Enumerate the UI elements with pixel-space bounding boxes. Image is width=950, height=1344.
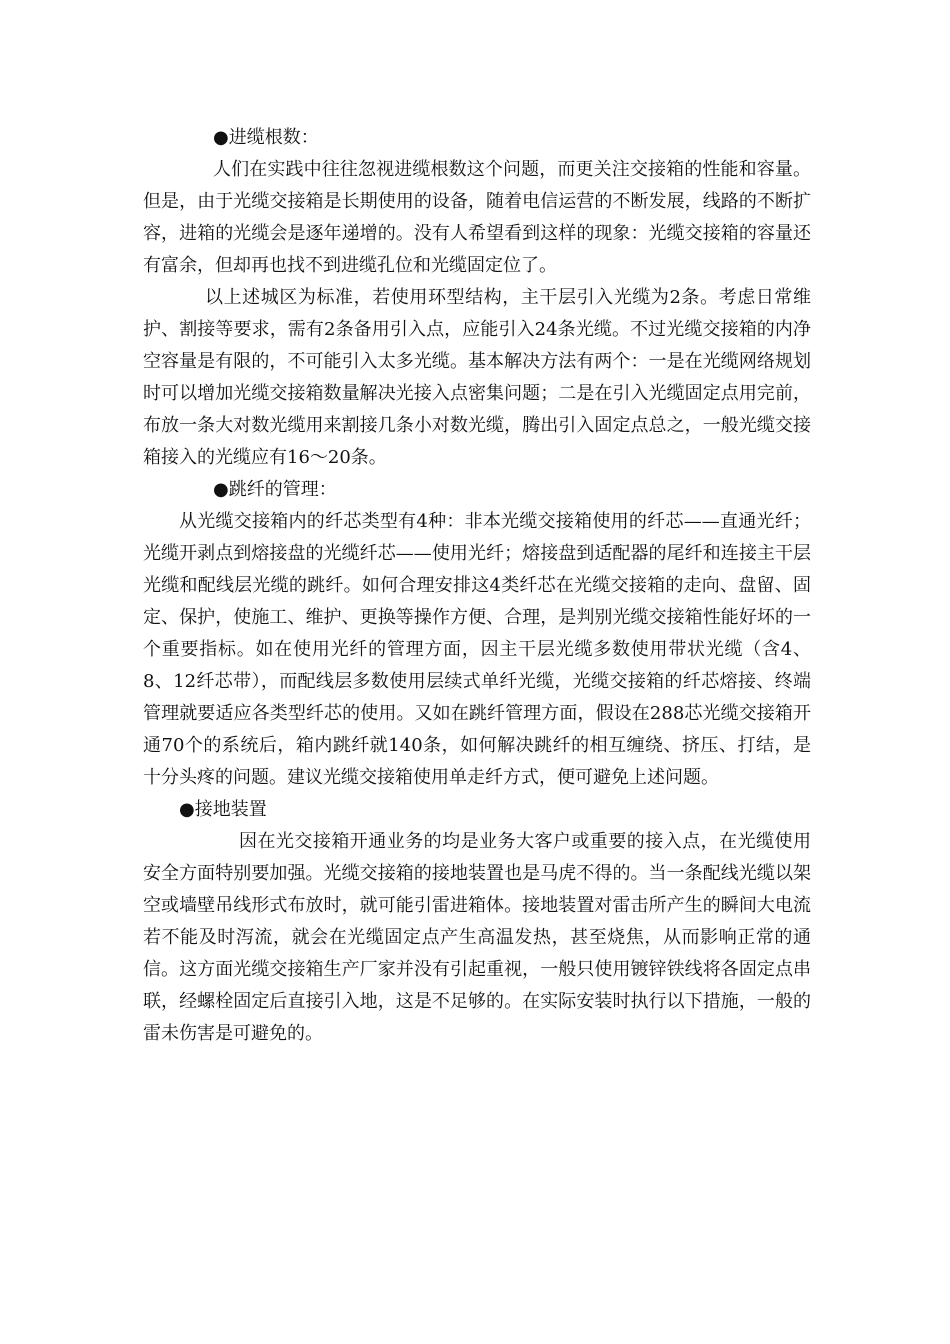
section-heading-jumper-management: ●跳纤的管理： bbox=[213, 479, 337, 500]
paragraph-cable-count-intro: 人们在实践中往往忽视进缆根数这个问题，而更关注交接箱的性能和容量。但是，由于光缆交接箱是长期使用的设备，随着电信运营的不断发展，线路的不断扩容，进箱的光缆会是逐年递增的。没有人希望看到这样的现象：光缆交接箱的容量还有富余，但却再也找不到进缆孔位和光缆固定位了。 bbox=[143, 159, 811, 276]
document-page bbox=[143, 122, 811, 1050]
section-heading-grounding: ●接地装置 bbox=[179, 799, 267, 820]
section-heading-cable-count: ●进缆根数： bbox=[213, 127, 319, 148]
paragraph-grounding: 因在光交接箱开通业务的均是业务大客户或重要的接入点，在光缆使用安全方面特别要加强。光缆交接箱的接地装置也是马虎不得的。当一条配线光缆以架空或墙壁吊线形式布放时，就可能引雷进箱体。接地装置对雷击所产生的瞬间大电流若不能及时泻流，就会在光缆固定点产生高温发热，甚至烧焦，从而影响正常的通信。这方面光缆交接箱生产厂家并没有引起重视，一般只使用镀锌铁线将各固定点串联，经螺栓固定后直接引入地，这是不足够的。在实际安装时执行以下措施，一般的雷未伤害是可避免的。 bbox=[143, 831, 811, 1044]
paragraph-jumper-management: 从光缆交接箱内的纤芯类型有4种：非本光缆交接箱使用的纤芯——直通光纤；光缆开剥点到熔接盘的光缆纤芯——使用光纤；熔接盘到适配器的尾纤和连接主干层光缆和配线层光缆的跳纤。如何合理安排这4类纤芯在光缆交接箱的走向、盘留、固定、保护，使施工、维护、更换等操作方便、合理，是判别光缆交接箱性能好坏的一个重要指标。如在使用光纤的管理方面，因主干层光缆多数使用带状光缆（含4、8、12纤芯带），而配线层多数使用层续式单纤光缆，光缆交接箱的纤芯熔接、终端管理就要适应各类型纤芯的使用。又如在跳纤管理方面，假设在288芯光缆交接箱开通70个的系统后，箱内跳纤就140条，如何解决跳纤的相互缠绕、挤压、打结，是十分头疼的问题。建议光缆交接箱使用单走纤方式，便可避免上述问题。 bbox=[143, 511, 811, 788]
paragraph-cable-count-standard: 以上述城区为标准，若使用环型结构，主干层引入光缆为2条。考虑日常维护、割接等要求，需有2条备用引入点，应能引入24条光缆。不过光缆交接箱的内净空容量是有限的，不可能引入太多光缆。基本解决方法有两个：一是在光缆网络规划时可以增加光缆交接箱数量解决光接入点密集问题；二是在引入光缆固定点用完前，布放一条大对数光缆用来割接几条小对数光缆，腾出引入固定点总之，一般光缆交接箱接入的光缆应有16～20条。 bbox=[143, 287, 811, 468]
